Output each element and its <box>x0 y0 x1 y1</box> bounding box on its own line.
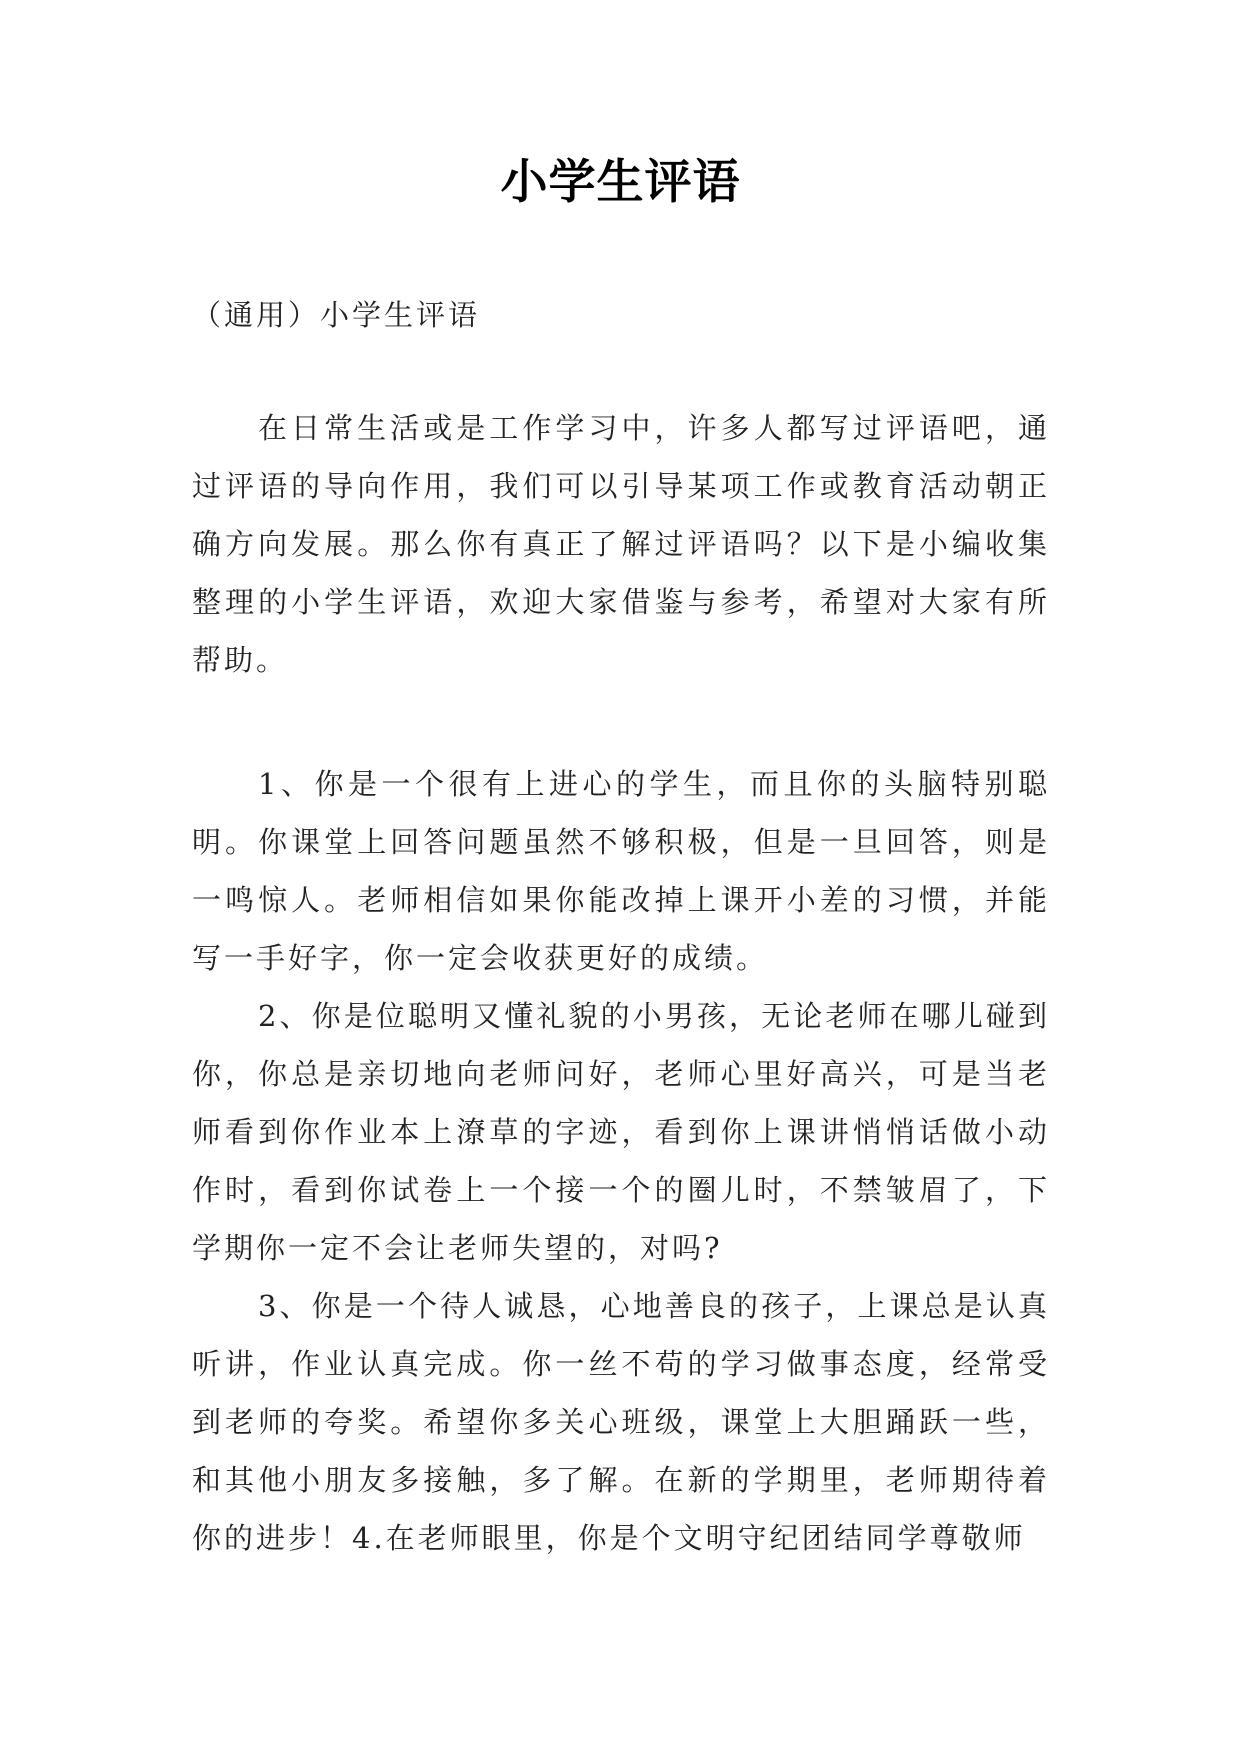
comment-item-2: 2、你是位聪明又懂礼貌的小男孩，无论老师在哪儿碰到你，你总是亲切地向老师问好，老师心里好高兴，可是当老师看到你作业本上潦草的字迹，看到你上课讲悄悄话做小动作时，看到你试卷上一个接一个的圈儿时，不禁皱眉了，下学期你一定不会让老师失望的，对吗? <box>192 999 1050 1265</box>
intro-paragraph: 在日常生活或是工作学习中，许多人都写过评语吧，通过评语的导向作用，我们可以引导某项工作或教育活动朝正确方向发展。那么你有真正了解过评语吗？以下是小编收集整理的小学生评语，欢迎大家借鉴与参考，希望对大家有所帮助。 <box>192 411 1050 677</box>
page-title: 小学生评语 <box>500 155 741 210</box>
document-subtitle: （通用）小学生评语 <box>192 298 481 332</box>
comment-item-1: 1、你是一个很有上进心的学生，而且你的头脑特别聪明。你课堂上回答问题虽然不够积极，但是一旦回答，则是一鸣惊人。老师相信如果你能改掉上课开小差的习惯，并能写一手好字，你一定会收获更好的成绩。 <box>192 767 1050 975</box>
comment-item-3: 3、你是一个待人诚恳，心地善良的孩子，上课总是认真听讲，作业认真完成。你一丝不苟的学习做事态度，经常受到老师的夸奖。希望你多关心班级，课堂上大胆踊跃一些，和其他小朋友多接触，多了解。在新的学期里，老师期待着你的进步！4.在老师眼里，你是个文明守纪团结同学尊敬师 <box>192 1289 1050 1555</box>
